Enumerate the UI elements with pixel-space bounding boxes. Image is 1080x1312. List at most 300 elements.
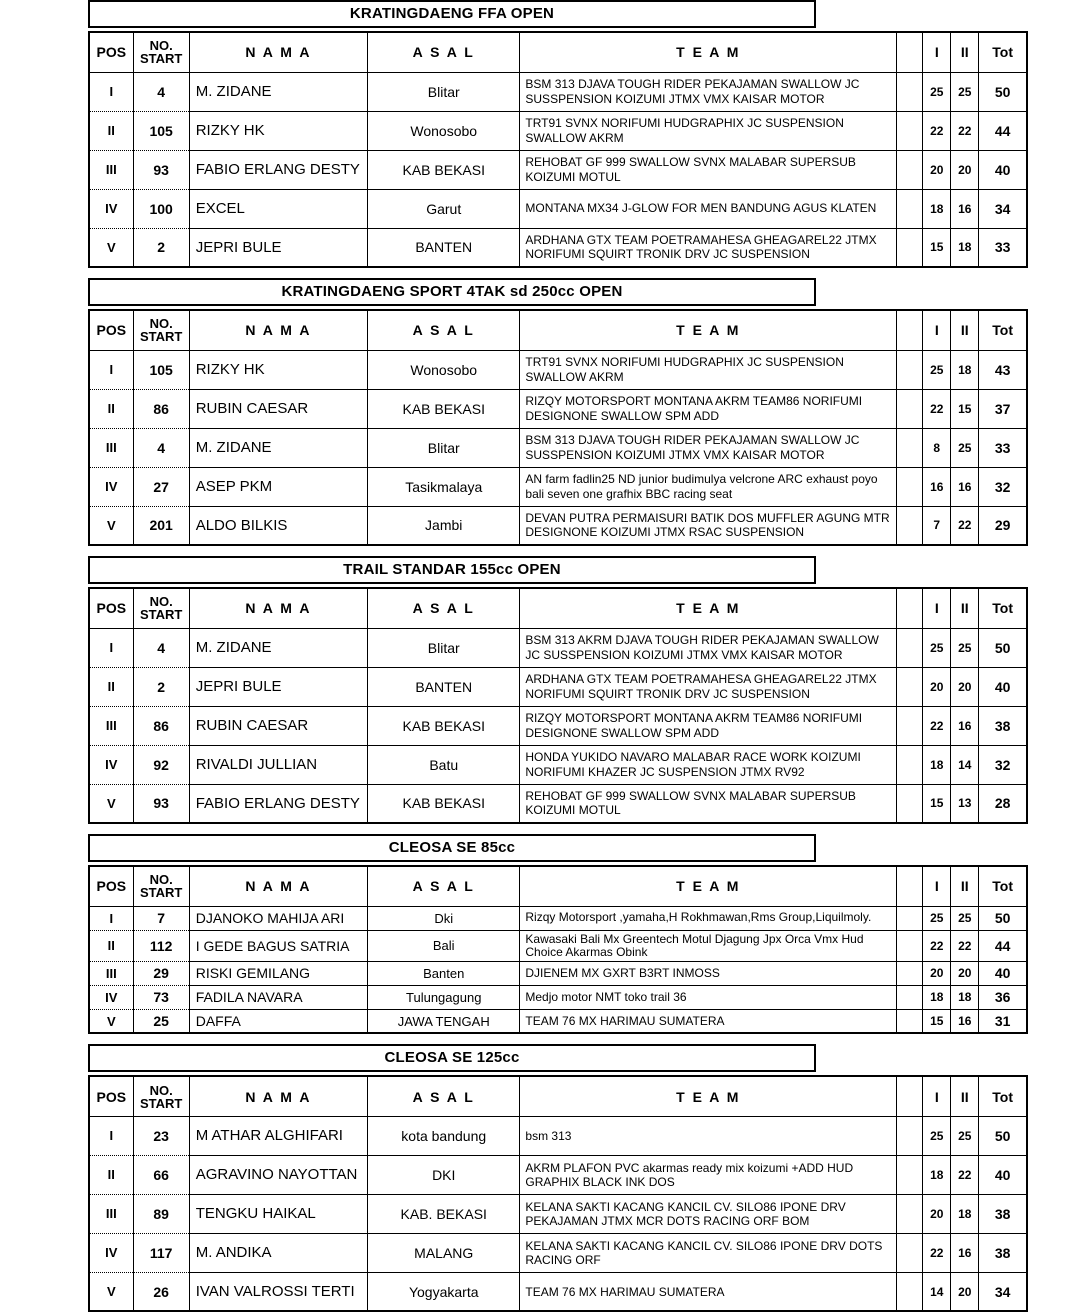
- no-start-line2: START: [139, 1095, 183, 1111]
- column-header-no-start: [133, 1076, 189, 1116]
- column-header-nama: N A M A: [189, 866, 367, 906]
- cell-asal: BANTEN: [368, 667, 520, 706]
- no-start-line1: NO.: [149, 594, 173, 610]
- column-header-total: Tot: [979, 32, 1027, 72]
- table-row: [89, 706, 1027, 745]
- cell-pos: III: [89, 428, 133, 467]
- cell-no-start: 93: [133, 784, 189, 823]
- cell-no-start: 2: [133, 228, 189, 267]
- cell-race1: 22: [923, 111, 951, 150]
- cell-total: 38: [979, 1233, 1027, 1272]
- cell-pos: I: [89, 628, 133, 667]
- cell-nama: RIVALDI JULLIAN: [189, 745, 367, 784]
- cell-race1: 22: [923, 389, 951, 428]
- cell-race2: 16: [951, 467, 979, 506]
- column-header-nama: N A M A: [189, 32, 367, 72]
- cell-spacer: [897, 1272, 923, 1311]
- cell-no-start: 92: [133, 745, 189, 784]
- cell-pos: II: [89, 667, 133, 706]
- cell-spacer: [897, 745, 923, 784]
- column-header-no-start: [133, 310, 189, 350]
- cell-spacer: [897, 628, 923, 667]
- cell-spacer: [897, 428, 923, 467]
- cell-total: 36: [979, 985, 1027, 1009]
- column-header-race1: I: [923, 32, 951, 72]
- cell-pos: IV: [89, 467, 133, 506]
- cell-team: BSM 313 AKRM DJAVA TOUGH RIDER PEKAJAMAN SWALLOW JC SUSSPENSION KOIZUMI JTMX VMX KAISAR MOTOR: [520, 628, 897, 667]
- cell-nama: M. ZIDANE: [189, 628, 367, 667]
- cell-total: 33: [979, 228, 1027, 267]
- cell-pos: V: [89, 228, 133, 267]
- section-title: TRAIL STANDAR 155cc OPEN: [88, 556, 816, 584]
- cell-nama: TENGKU HAIKAL: [189, 1194, 367, 1233]
- cell-asal: KAB BEKASI: [368, 150, 520, 189]
- cell-race1: 15: [923, 228, 951, 267]
- result-section: [0, 834, 1080, 1034]
- cell-race1: 8: [923, 428, 951, 467]
- column-header-pos: POS: [89, 588, 133, 628]
- cell-team: TRT91 SVNX NORIFUMI HUDGRAPHIX JC SUSPENSION SWALLOW AKRM: [520, 350, 897, 389]
- cell-nama: IVAN VALROSSI TERTI: [189, 1272, 367, 1311]
- cell-nama: JEPRI BULE: [189, 667, 367, 706]
- column-header-asal: A S A L: [368, 310, 520, 350]
- cell-no-start: 73: [133, 985, 189, 1009]
- table-row: [89, 784, 1027, 823]
- cell-nama: DAFFA: [189, 1009, 367, 1033]
- cell-asal: JAWA TENGAH: [368, 1009, 520, 1033]
- cell-race1: 16: [923, 467, 951, 506]
- cell-asal: KAB BEKASI: [368, 784, 520, 823]
- column-header-nama: N A M A: [189, 588, 367, 628]
- cell-no-start: 66: [133, 1155, 189, 1194]
- cell-pos: IV: [89, 1233, 133, 1272]
- cell-race2: 22: [951, 1155, 979, 1194]
- cell-no-start: 23: [133, 1116, 189, 1155]
- cell-nama: M. ANDIKA: [189, 1233, 367, 1272]
- cell-pos: I: [89, 906, 133, 930]
- cell-asal: Tulungagung: [368, 985, 520, 1009]
- cell-race2: 25: [951, 906, 979, 930]
- cell-spacer: [897, 72, 923, 111]
- table-row: [89, 1233, 1027, 1272]
- cell-race1: 22: [923, 1233, 951, 1272]
- cell-no-start: 105: [133, 111, 189, 150]
- result-section: [0, 278, 1080, 546]
- cell-total: 40: [979, 1155, 1027, 1194]
- table-row: [89, 189, 1027, 228]
- cell-nama: AGRAVINO NAYOTTAN: [189, 1155, 367, 1194]
- cell-race1: 25: [923, 1116, 951, 1155]
- cell-race2: 18: [951, 1194, 979, 1233]
- cell-nama: ALDO BILKIS: [189, 506, 367, 545]
- cell-team: ARDHANA GTX TEAM POETRAMAHESA GHEAGAREL22 JTMX NORIFUMI SQUIRT TRONIK DRV JC SUSPENSION: [520, 228, 897, 267]
- cell-nama: DJANOKO MAHIJA ARI: [189, 906, 367, 930]
- cell-total: 40: [979, 961, 1027, 985]
- cell-asal: Tasikmalaya: [368, 467, 520, 506]
- cell-no-start: 25: [133, 1009, 189, 1033]
- cell-race2: 16: [951, 1009, 979, 1033]
- cell-no-start: 86: [133, 706, 189, 745]
- table-row: [89, 745, 1027, 784]
- column-header-spacer: [897, 866, 923, 906]
- cell-pos: V: [89, 506, 133, 545]
- table-row: [89, 150, 1027, 189]
- cell-nama: RIZKY HK: [189, 350, 367, 389]
- cell-no-start: 4: [133, 428, 189, 467]
- cell-total: 34: [979, 189, 1027, 228]
- cell-nama: ASEP PKM: [189, 467, 367, 506]
- cell-team: RIZQY MOTORSPORT MONTANA AKRM TEAM86 NORIFUMI DESIGNONE SWALLOW SPM ADD: [520, 389, 897, 428]
- cell-pos: V: [89, 784, 133, 823]
- table-row: [89, 506, 1027, 545]
- cell-team: REHOBAT GF 999 SWALLOW SVNX MALABAR SUPERSUB KOIZUMI MOTUL: [520, 150, 897, 189]
- column-header-asal: A S A L: [368, 588, 520, 628]
- table-row: [89, 1009, 1027, 1033]
- cell-asal: MALANG: [368, 1233, 520, 1272]
- column-header-pos: POS: [89, 1076, 133, 1116]
- table-row: [89, 1194, 1027, 1233]
- cell-nama: EXCEL: [189, 189, 367, 228]
- cell-spacer: [897, 189, 923, 228]
- column-header-spacer: [897, 1076, 923, 1116]
- no-start-line2: START: [139, 607, 183, 623]
- cell-team: Medjo motor NMT toko trail 36: [520, 985, 897, 1009]
- cell-no-start: 201: [133, 506, 189, 545]
- table-row: [89, 350, 1027, 389]
- cell-total: 33: [979, 428, 1027, 467]
- cell-team: TRT91 SVNX NORIFUMI HUDGRAPHIX JC SUSPENSION SWALLOW AKRM: [520, 111, 897, 150]
- cell-team: bsm 313: [520, 1116, 897, 1155]
- cell-asal: Batu: [368, 745, 520, 784]
- cell-team: BSM 313 DJAVA TOUGH RIDER PEKAJAMAN SWALLOW JC SUSSPENSION KOIZUMI JTMX VMX KAISAR MOTOR: [520, 428, 897, 467]
- no-start-line2: START: [139, 329, 183, 345]
- cell-pos: V: [89, 1009, 133, 1033]
- cell-race1: 18: [923, 189, 951, 228]
- table-row: [89, 906, 1027, 930]
- cell-asal: Garut: [368, 189, 520, 228]
- cell-spacer: [897, 350, 923, 389]
- cell-race2: 13: [951, 784, 979, 823]
- column-header-race2: II: [951, 310, 979, 350]
- table-row: [89, 930, 1027, 961]
- cell-total: 44: [979, 111, 1027, 150]
- column-header-nama: N A M A: [189, 310, 367, 350]
- cell-race2: 18: [951, 985, 979, 1009]
- cell-pos: III: [89, 150, 133, 189]
- cell-race2: 14: [951, 745, 979, 784]
- results-table: [88, 31, 1028, 268]
- cell-race1: 15: [923, 784, 951, 823]
- cell-total: 32: [979, 745, 1027, 784]
- cell-no-start: 112: [133, 930, 189, 961]
- cell-asal: KAB. BEKASI: [368, 1194, 520, 1233]
- cell-race1: 20: [923, 1194, 951, 1233]
- cell-race2: 16: [951, 1233, 979, 1272]
- column-header-team: T E A M: [520, 588, 897, 628]
- table-row: [89, 428, 1027, 467]
- cell-no-start: 89: [133, 1194, 189, 1233]
- column-header-race1: I: [923, 1076, 951, 1116]
- cell-race1: 25: [923, 906, 951, 930]
- column-header-spacer: [897, 310, 923, 350]
- cell-total: 38: [979, 706, 1027, 745]
- cell-team: AKRM PLAFON PVC akarmas ready mix koizumi +ADD HUD GRAPHIX BLACK INK DOS: [520, 1155, 897, 1194]
- result-section: [0, 0, 1080, 268]
- result-section: [0, 1044, 1080, 1312]
- cell-race1: 25: [923, 628, 951, 667]
- cell-asal: Blitar: [368, 628, 520, 667]
- cell-pos: I: [89, 1116, 133, 1155]
- cell-nama: RUBIN CAESAR: [189, 389, 367, 428]
- cell-spacer: [897, 467, 923, 506]
- cell-total: 29: [979, 506, 1027, 545]
- cell-no-start: 86: [133, 389, 189, 428]
- cell-pos: V: [89, 1272, 133, 1311]
- column-header-total: Tot: [979, 588, 1027, 628]
- column-header-race1: I: [923, 310, 951, 350]
- cell-spacer: [897, 1009, 923, 1033]
- cell-nama: RUBIN CAESAR: [189, 706, 367, 745]
- cell-total: 34: [979, 1272, 1027, 1311]
- cell-spacer: [897, 1194, 923, 1233]
- result-section: [0, 556, 1080, 824]
- cell-race2: 18: [951, 350, 979, 389]
- column-header-race2: II: [951, 588, 979, 628]
- cell-nama: M ATHAR ALGHIFARI: [189, 1116, 367, 1155]
- table-row: [89, 667, 1027, 706]
- column-header-race1: I: [923, 588, 951, 628]
- no-start-line1: NO.: [149, 872, 173, 888]
- column-header-total: Tot: [979, 310, 1027, 350]
- cell-race1: 7: [923, 506, 951, 545]
- cell-team: KELANA SAKTI KACANG KANCIL CV. SILO86 IPONE DRV DOTS RACING ORF: [520, 1233, 897, 1272]
- results-table: [88, 865, 1028, 1034]
- column-header-pos: POS: [89, 32, 133, 72]
- cell-total: 37: [979, 389, 1027, 428]
- cell-spacer: [897, 1233, 923, 1272]
- cell-asal: KAB BEKASI: [368, 706, 520, 745]
- column-header-race2: II: [951, 866, 979, 906]
- cell-spacer: [897, 706, 923, 745]
- cell-nama: JEPRI BULE: [189, 228, 367, 267]
- no-start-line2: START: [139, 885, 183, 901]
- cell-nama: FABIO ERLANG DESTY: [189, 150, 367, 189]
- cell-asal: Yogyakarta: [368, 1272, 520, 1311]
- cell-no-start: 7: [133, 906, 189, 930]
- cell-pos: I: [89, 350, 133, 389]
- column-header-race2: II: [951, 1076, 979, 1116]
- cell-asal: Jambi: [368, 506, 520, 545]
- table-row: [89, 72, 1027, 111]
- section-title: CLEOSA SE 85cc: [88, 834, 816, 862]
- cell-team: ARDHANA GTX TEAM POETRAMAHESA GHEAGAREL22 JTMX NORIFUMI SQUIRT TRONIK DRV JC SUSPENSION: [520, 667, 897, 706]
- cell-team: DJIENEM MX GXRT B3RT INMOSS: [520, 961, 897, 985]
- cell-asal: Blitar: [368, 72, 520, 111]
- table-row: [89, 228, 1027, 267]
- cell-race1: 25: [923, 350, 951, 389]
- cell-team: BSM 313 DJAVA TOUGH RIDER PEKAJAMAN SWALLOW JC SUSSPENSION KOIZUMI JTMX VMX KAISAR MOTOR: [520, 72, 897, 111]
- cell-spacer: [897, 667, 923, 706]
- column-header-no-start: [133, 588, 189, 628]
- column-header-asal: A S A L: [368, 1076, 520, 1116]
- cell-no-start: 4: [133, 628, 189, 667]
- cell-team: DEVAN PUTRA PERMAISURI BATIK DOS MUFFLER AGUNG MTR DESIGNONE KOIZUMI JTMX RSAC SUSPENSION: [520, 506, 897, 545]
- cell-pos: II: [89, 930, 133, 961]
- cell-race1: 22: [923, 930, 951, 961]
- table-header-row: [89, 32, 1027, 72]
- cell-total: 38: [979, 1194, 1027, 1233]
- column-header-nama: N A M A: [189, 1076, 367, 1116]
- cell-race2: 22: [951, 506, 979, 545]
- column-header-team: T E A M: [520, 1076, 897, 1116]
- cell-spacer: [897, 1155, 923, 1194]
- cell-team: HONDA YUKIDO NAVARO MALABAR RACE WORK KOIZUMI NORIFUMI KHAZER JC SUSPENSION JTMX RV92: [520, 745, 897, 784]
- cell-spacer: [897, 784, 923, 823]
- cell-spacer: [897, 1116, 923, 1155]
- column-header-asal: A S A L: [368, 32, 520, 72]
- cell-spacer: [897, 985, 923, 1009]
- cell-total: 40: [979, 667, 1027, 706]
- cell-race1: 18: [923, 985, 951, 1009]
- cell-race2: 16: [951, 189, 979, 228]
- cell-race2: 20: [951, 150, 979, 189]
- cell-race2: 25: [951, 1116, 979, 1155]
- cell-team: AN farm fadlin25 ND junior budimulya velcrone ARC exhaust poyo bali seven one grafhix BBC racing seat: [520, 467, 897, 506]
- cell-team: KELANA SAKTI KACANG KANCIL CV. SILO86 IPONE DRV PEKAJAMAN JTMX MCR DOTS RACING ORF BOM: [520, 1194, 897, 1233]
- table-row: [89, 628, 1027, 667]
- no-start-line1: NO.: [149, 1082, 173, 1098]
- cell-race2: 20: [951, 961, 979, 985]
- cell-race2: 20: [951, 667, 979, 706]
- cell-no-start: 29: [133, 961, 189, 985]
- cell-total: 40: [979, 150, 1027, 189]
- cell-team: Kawasaki Bali Mx Greentech Motul Djagung Jpx Orca Vmx Hud Choice Akarmas Obink: [520, 930, 897, 961]
- cell-nama: FADILA NAVARA: [189, 985, 367, 1009]
- cell-race2: 18: [951, 228, 979, 267]
- column-header-spacer: [897, 588, 923, 628]
- table-row: [89, 985, 1027, 1009]
- table-row: [89, 1155, 1027, 1194]
- cell-spacer: [897, 228, 923, 267]
- table-header-row: [89, 866, 1027, 906]
- cell-race1: 18: [923, 1155, 951, 1194]
- cell-total: 50: [979, 628, 1027, 667]
- cell-total: 50: [979, 1116, 1027, 1155]
- cell-pos: IV: [89, 745, 133, 784]
- no-start-line2: START: [139, 51, 183, 67]
- cell-asal: BANTEN: [368, 228, 520, 267]
- cell-spacer: [897, 389, 923, 428]
- column-header-spacer: [897, 32, 923, 72]
- cell-pos: II: [89, 1155, 133, 1194]
- cell-pos: IV: [89, 189, 133, 228]
- section-title: KRATINGDAENG FFA OPEN: [88, 0, 816, 28]
- cell-team: Rizqy Motorsport ,yamaha,H Rokhmawan,Rms Group,Liquilmoly.: [520, 906, 897, 930]
- cell-no-start: 117: [133, 1233, 189, 1272]
- cell-race1: 14: [923, 1272, 951, 1311]
- cell-race1: 25: [923, 72, 951, 111]
- cell-nama: M. ZIDANE: [189, 428, 367, 467]
- no-start-line1: NO.: [149, 38, 173, 54]
- cell-team: RIZQY MOTORSPORT MONTANA AKRM TEAM86 NORIFUMI DESIGNONE SWALLOW SPM ADD: [520, 706, 897, 745]
- cell-race2: 20: [951, 1272, 979, 1311]
- cell-race2: 22: [951, 930, 979, 961]
- cell-no-start: 105: [133, 350, 189, 389]
- table-row: [89, 1272, 1027, 1311]
- column-header-pos: POS: [89, 310, 133, 350]
- table-row: [89, 961, 1027, 985]
- table-row: [89, 1116, 1027, 1155]
- cell-total: 50: [979, 906, 1027, 930]
- cell-race1: 20: [923, 150, 951, 189]
- column-header-total: Tot: [979, 866, 1027, 906]
- cell-no-start: 93: [133, 150, 189, 189]
- cell-race1: 22: [923, 706, 951, 745]
- cell-spacer: [897, 506, 923, 545]
- cell-asal: KAB BEKASI: [368, 389, 520, 428]
- cell-team: TEAM 76 MX HARIMAU SUMATERA: [520, 1272, 897, 1311]
- section-title: KRATINGDAENG SPORT 4TAK sd 250cc OPEN: [88, 278, 816, 306]
- table-header-row: [89, 1076, 1027, 1116]
- cell-nama: FABIO ERLANG DESTY: [189, 784, 367, 823]
- no-start-line1: NO.: [149, 316, 173, 332]
- cell-spacer: [897, 961, 923, 985]
- cell-asal: DKI: [368, 1155, 520, 1194]
- cell-total: 50: [979, 72, 1027, 111]
- cell-race2: 25: [951, 72, 979, 111]
- cell-race1: 20: [923, 667, 951, 706]
- column-header-no-start: [133, 32, 189, 72]
- cell-asal: Banten: [368, 961, 520, 985]
- cell-race2: 25: [951, 628, 979, 667]
- cell-pos: II: [89, 389, 133, 428]
- column-header-race1: I: [923, 866, 951, 906]
- cell-team: MONTANA MX34 J-GLOW FOR MEN BANDUNG AGUS KLATEN: [520, 189, 897, 228]
- cell-team: REHOBAT GF 999 SWALLOW SVNX MALABAR SUPERSUB KOIZUMI MOTUL: [520, 784, 897, 823]
- cell-total: 28: [979, 784, 1027, 823]
- cell-no-start: 4: [133, 72, 189, 111]
- cell-race2: 15: [951, 389, 979, 428]
- cell-asal: Blitar: [368, 428, 520, 467]
- cell-pos: IV: [89, 985, 133, 1009]
- cell-race1: 20: [923, 961, 951, 985]
- cell-no-start: 27: [133, 467, 189, 506]
- cell-total: 31: [979, 1009, 1027, 1033]
- cell-race2: 25: [951, 428, 979, 467]
- cell-spacer: [897, 111, 923, 150]
- cell-asal: Bali: [368, 930, 520, 961]
- results-table: [88, 309, 1028, 546]
- section-title: CLEOSA SE 125cc: [88, 1044, 816, 1072]
- cell-no-start: 2: [133, 667, 189, 706]
- cell-spacer: [897, 930, 923, 961]
- table-header-row: [89, 588, 1027, 628]
- cell-no-start: 100: [133, 189, 189, 228]
- cell-nama: RIZKY HK: [189, 111, 367, 150]
- cell-race1: 18: [923, 745, 951, 784]
- table-row: [89, 389, 1027, 428]
- cell-race2: 22: [951, 111, 979, 150]
- column-header-team: T E A M: [520, 32, 897, 72]
- cell-spacer: [897, 150, 923, 189]
- column-header-team: T E A M: [520, 866, 897, 906]
- cell-race1: 15: [923, 1009, 951, 1033]
- table-row: [89, 467, 1027, 506]
- cell-pos: III: [89, 706, 133, 745]
- column-header-race2: II: [951, 32, 979, 72]
- cell-total: 44: [979, 930, 1027, 961]
- cell-total: 32: [979, 467, 1027, 506]
